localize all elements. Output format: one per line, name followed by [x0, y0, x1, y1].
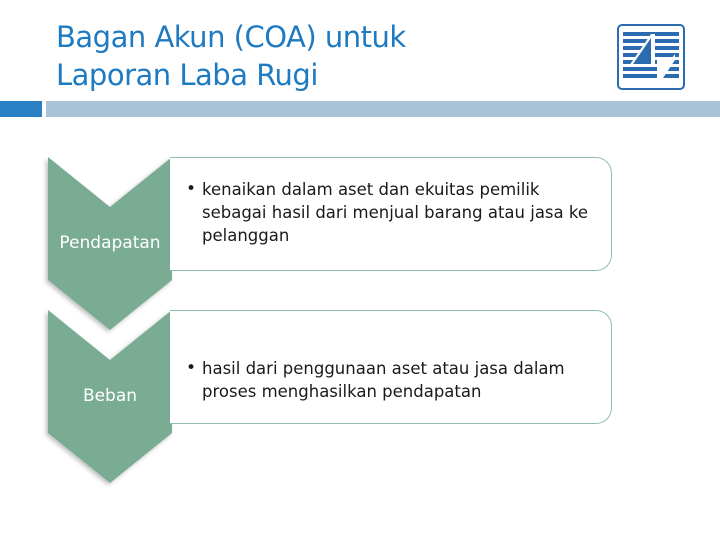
description-box-pendapatan [170, 157, 612, 271]
slide-title-line-2: Laporan Laba Rugi [56, 58, 318, 92]
description-beban: • hasil dari penggunaan aset atau jasa dalam proses menghasilkan pendapatan [186, 357, 599, 403]
description-box-beban [170, 310, 612, 424]
description-pendapatan: • kenaikan dalam aset dan ekuitas pemilik sebagai hasil dari menjual barang atau jasa ke pelanggan [186, 178, 599, 247]
slide-title-line-1: Bagan Akun (COA) untuk [56, 20, 406, 54]
label-beban: Beban [82, 386, 138, 406]
label-pendapatan: Pendapatan [59, 233, 161, 253]
